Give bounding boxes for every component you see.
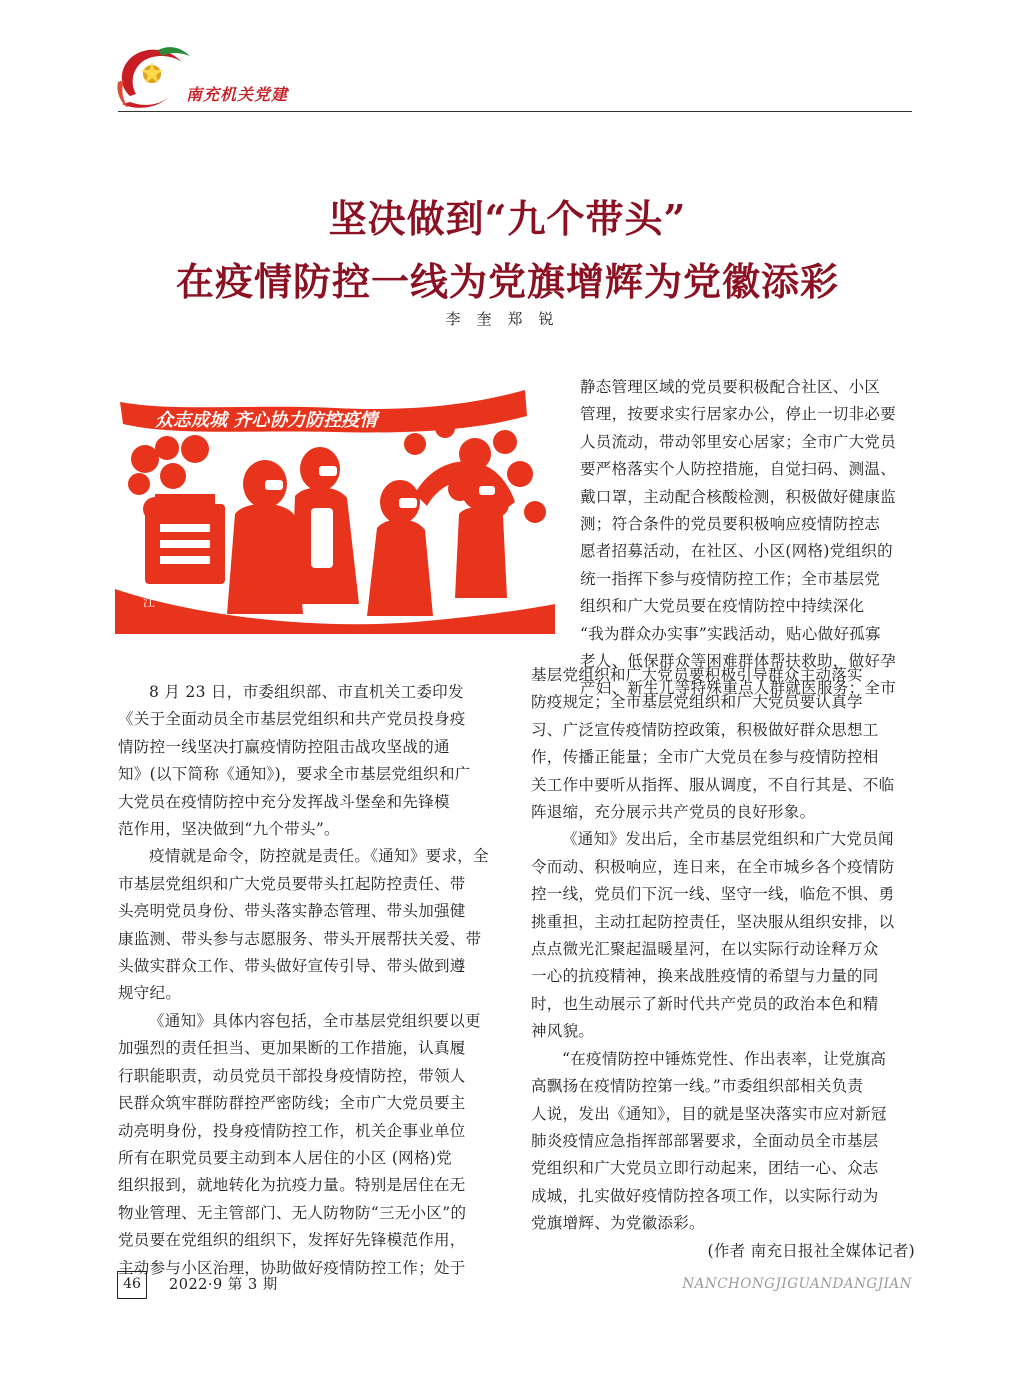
papercut-banner-text: 众志成城 齐心协力防控疫情 xyxy=(155,410,378,431)
text-line: 大党员在疫情防控中充分发挥战斗堡垒和先锋模 xyxy=(118,792,450,811)
text-line: 统一指挥下参与疫情防控工作；全市基层党 xyxy=(580,569,881,588)
text-line: 控一线，党员们下沉一线、坚守一线，临危不惧、勇 xyxy=(531,885,895,904)
text-line: 行职能职责，动员党员干部投身疫情防控，带领人 xyxy=(118,1066,466,1085)
text-line: 知》(以下简称《通知》)，要求全市基层党组织和广 xyxy=(118,765,471,784)
journal-name: 南充机关党建 xyxy=(186,85,289,104)
article-byline: (作者 南充日报社全媒体记者) xyxy=(707,1242,915,1260)
text-line: 关工作中要听从指挥、服从调度，不自行其是、不临 xyxy=(531,775,895,794)
text-line: 头亮明党员身份、带头落实静态管理、带头加强健 xyxy=(118,902,466,921)
text-line: “我为群众办实事”实践活动，贴心做好孤寡 xyxy=(580,624,881,643)
page-number: 46 xyxy=(117,1271,147,1299)
text-line: 高飘扬在疫情防控第一线。”市委组织部相关负责 xyxy=(531,1077,864,1096)
text-line: 静态管理区域的党员要积极配合社区、小区 xyxy=(580,378,881,396)
text-line: 组织报到，就地转化为抗疫力量。特别是居住在无 xyxy=(118,1176,466,1195)
text-line: 愿者招募活动，在社区、小区(网格)党组织的 xyxy=(580,542,893,561)
text-line: 产妇、新生儿等特殊重点人群就医服务；全市 xyxy=(580,679,897,698)
text-line: 令而动、积极响应，连日来，在全市城乡各个疫情防 xyxy=(531,857,895,876)
text-line: 动亮明身份，投身疫情防控工作，机关企事业单位 xyxy=(118,1121,466,1140)
text-line: 头做实群众工作、带头做好宣传引导、带头做到遵 xyxy=(118,957,466,976)
left-column xyxy=(118,679,500,1282)
text-line: 所有在职党员要主动到本人居住的小区 (网格)党 xyxy=(118,1148,452,1167)
text-line: 党员要在党组织的组织下，发挥好先锋模范作用， xyxy=(118,1231,466,1250)
byline-container xyxy=(531,1238,915,1265)
text-line: 成城，扎实做好疫情防控各项工作，以实际行动为 xyxy=(531,1186,879,1205)
text-line: 测；符合条件的党员要积极响应疫情防控志 xyxy=(580,515,881,534)
text-line: 规守纪。 xyxy=(118,984,182,1003)
text-line: 肺炎疫情应急指挥部部署要求，全面动员全市基层 xyxy=(531,1131,879,1150)
right-column xyxy=(531,662,915,1238)
text-line: 情防控一线坚决打赢疫情防控阻击战攻坚战的通 xyxy=(118,737,450,756)
text-line: 康监测、带头参与志愿服务、带头开展帮扶关爱、带 xyxy=(118,929,482,948)
text-line: 人说，发出《通知》，目的就是坚决落实市应对新冠 xyxy=(531,1104,887,1123)
text-line: 戴口罩，主动配合核酸检测，积极做好健康监 xyxy=(580,487,897,506)
papercut-artwork-image xyxy=(115,384,555,634)
article-title-line-1: 坚决做到“九个带头” xyxy=(328,196,687,241)
right-column-top xyxy=(580,374,915,703)
issue-label: 2022·9 第 3 期 xyxy=(169,1277,278,1293)
text-line: 疫情就是命令，防控就是责任。《通知》要求，全 xyxy=(149,847,489,866)
text-line: 党组织和广大党员立即行动起来，团结一心、众志 xyxy=(531,1159,879,1178)
text-line: 主动参与小区治理，协助做好疫情防控工作；处于 xyxy=(118,1258,466,1277)
journal-logo-icon xyxy=(112,40,192,116)
text-line: 神风貌。 xyxy=(531,1022,595,1041)
text-line: 《关于全面动员全市基层党组织和共产党员投身疫 xyxy=(118,710,466,729)
text-line: “在疫情防控中锤炼党性、作出表率，让党旗高 xyxy=(562,1049,887,1068)
text-line: 时，也生动展示了新时代共产党员的政治本色和精 xyxy=(531,994,879,1013)
text-line: 防疫规定；全市基层党组织和广大党员要认真学 xyxy=(531,693,863,712)
text-line: 范作用，坚决做到“九个带头”。 xyxy=(118,820,340,839)
text-line: 8 月 23 日，市委组织部、市直机关工委印发 xyxy=(149,683,464,701)
text-line: 党旗增辉、为党徽添彩。 xyxy=(531,1214,705,1233)
text-line: 点点微光汇聚起温暖星河，在以实际行动诠释万众 xyxy=(531,940,879,959)
text-line: 人员流动，带动邻里安心居家；全市广大党员 xyxy=(580,432,897,451)
text-line: 要严格落实个人防控措施，自觉扫码、测温、 xyxy=(580,460,897,479)
text-line: 习、广泛宣传疫情防控政策，积极做好群众思想工 xyxy=(531,720,879,739)
text-line: 阵退缩，充分展示共产党员的良好形象。 xyxy=(531,803,816,822)
text-line: 物业管理、无主管部门、无人防物防“三无小区”的 xyxy=(118,1203,467,1222)
text-line: 加强烈的责任担当、更加果断的工作措施，认真履 xyxy=(118,1039,466,1058)
text-line: 作，传播正能量；全市广大党员在参与疫情防控相 xyxy=(531,748,879,767)
text-line: 民群众筑牢群防群控严密防线；全市广大党员要主 xyxy=(118,1094,466,1113)
text-line: 老人、低保群众等困难群体帮扶救助，做好孕 xyxy=(580,652,897,671)
text-line: 组织和广大党员要在疫情防控中持续深化 xyxy=(580,597,865,616)
footer-brand: NANCHONGJIGUANDANGJIAN xyxy=(682,1276,912,1292)
header-rule xyxy=(118,111,912,112)
article-authors: 李奎郑锐 xyxy=(445,310,570,328)
text-line: 一心的抗疫精神，换来战胜疫情的希望与力量的同 xyxy=(531,967,879,986)
text-line: 《通知》具体内容包括，全市基层党组织要以更 xyxy=(149,1011,481,1030)
text-line: 市基层党组织和广大党员要带头扛起防控责任、带 xyxy=(118,874,466,893)
text-line: 《通知》发出后，全市基层党组织和广大党员闻 xyxy=(562,830,894,849)
text-line: 挑重担，主动扛起防控责任，坚决服从组织安排，以 xyxy=(531,912,895,931)
text-line: 管理，按要求实行居家办公，停止一切非必要 xyxy=(580,405,897,424)
text-line: 基层党组织和广大党员要积极引导群众主动落实 xyxy=(531,666,863,684)
papercut-tag-text: 江 xyxy=(143,595,156,609)
article-title-line-2: 在疫情防控一线为党旗增辉为党徽添彩 xyxy=(175,259,839,304)
